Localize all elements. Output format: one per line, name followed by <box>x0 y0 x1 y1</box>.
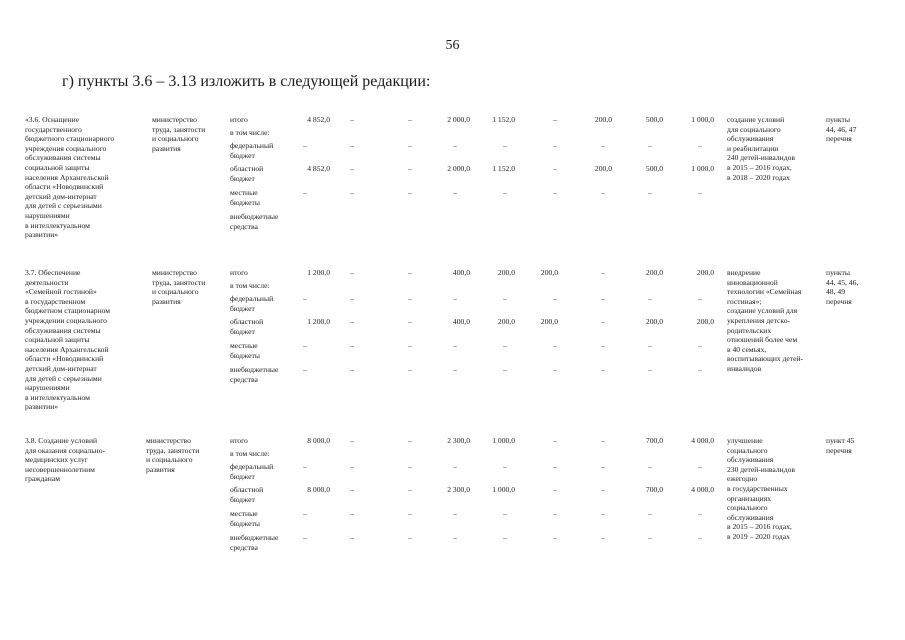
value-cell: 500,0 <box>645 115 663 124</box>
funding-source: внебюджетные средства <box>230 212 279 231</box>
value-cell: – <box>408 462 412 471</box>
value-cell: – <box>408 164 412 173</box>
value-cell: – <box>408 115 412 124</box>
value-cell: – <box>303 188 307 197</box>
value-cell: 200,0 <box>696 268 714 277</box>
value-cell: – <box>601 533 605 542</box>
funding-source: федеральный бюджет <box>230 462 274 481</box>
value-cell: – <box>698 509 702 518</box>
value-cell: – <box>303 365 307 374</box>
value-cell: – <box>648 462 652 471</box>
value-cell: – <box>698 365 702 374</box>
value-cell: 200,0 <box>497 317 515 326</box>
value-cell: – <box>553 533 557 542</box>
value-cell: – <box>601 141 605 150</box>
funding-source: местные бюджеты <box>230 341 260 360</box>
value-cell: – <box>453 141 457 150</box>
value-cell: – <box>601 317 605 326</box>
value-cell: 8 000,0 <box>307 436 330 445</box>
funding-source: итого <box>230 436 248 445</box>
funding-source: областной бюджет <box>230 164 264 183</box>
value-cell: – <box>303 141 307 150</box>
value-cell: – <box>350 164 354 173</box>
value-cell: 4 852,0 <box>307 164 330 173</box>
value-cell: – <box>303 294 307 303</box>
value-cell: – <box>698 188 702 197</box>
expected-result: улучшение социального обслуживания 230 детей-инвалидов ежегодно в государственных организациях социального обслуживания в 2015 – 2016 годах, в 2019 – 2020 годах <box>727 436 795 541</box>
value-cell: – <box>350 533 354 542</box>
value-cell: 4 000,0 <box>691 436 714 445</box>
value-cell: – <box>698 141 702 150</box>
value-cell: – <box>303 509 307 518</box>
value-cell: – <box>553 341 557 350</box>
value-cell: 200,0 <box>540 317 558 326</box>
value-cell: – <box>453 533 457 542</box>
value-cell: 1 000,0 <box>492 436 515 445</box>
value-cell: – <box>553 485 557 494</box>
value-cell: – <box>698 533 702 542</box>
value-cell: – <box>408 341 412 350</box>
value-cell: – <box>408 365 412 374</box>
value-cell: 200,0 <box>594 115 612 124</box>
value-cell: – <box>503 188 507 197</box>
value-cell: – <box>303 341 307 350</box>
value-cell: – <box>350 268 354 277</box>
measure-description: «3.6. Оснащение государственного бюджетного стационарного учреждения социального обслуживания системы социальной защиты населения Архангельской области «Новодвинский детский дом-интернат для детей с серьезными нарушениями в интеллектуальном развитии» <box>25 115 115 240</box>
value-cell: – <box>553 294 557 303</box>
funding-source: областной бюджет <box>230 485 264 504</box>
list-reference: пункт 45 перечня <box>826 436 855 455</box>
value-cell: 1 200,0 <box>307 268 330 277</box>
section-heading: г) пункты 3.6 – 3.13 изложить в следующей редакции: <box>62 73 431 90</box>
funding-source: местные бюджеты <box>230 509 260 528</box>
value-cell: 200,0 <box>540 268 558 277</box>
value-cell: – <box>303 462 307 471</box>
executor-cell: министерство труда, занятости и социального развития <box>152 268 206 306</box>
funding-source: внебюджетные средства <box>230 533 279 552</box>
funding-source: в том числе: <box>230 128 270 137</box>
value-cell: 2 300,0 <box>447 436 470 445</box>
value-cell: – <box>350 436 354 445</box>
value-cell: – <box>350 294 354 303</box>
value-cell: – <box>453 462 457 471</box>
value-cell: – <box>453 341 457 350</box>
value-cell: – <box>408 436 412 445</box>
value-cell: 8 000,0 <box>307 485 330 494</box>
value-cell: 4 000,0 <box>691 485 714 494</box>
value-cell: – <box>503 341 507 350</box>
value-cell: – <box>350 365 354 374</box>
value-cell: 2 300,0 <box>447 485 470 494</box>
value-cell: – <box>601 365 605 374</box>
value-cell: – <box>408 188 412 197</box>
value-cell: – <box>408 294 412 303</box>
funding-source: областной бюджет <box>230 317 264 336</box>
value-cell: – <box>503 509 507 518</box>
value-cell: – <box>503 533 507 542</box>
value-cell: – <box>553 509 557 518</box>
value-cell: 1 000,0 <box>691 164 714 173</box>
value-cell: 700,0 <box>645 485 663 494</box>
value-cell: 2 000,0 <box>447 164 470 173</box>
value-cell: – <box>698 341 702 350</box>
value-cell: – <box>601 188 605 197</box>
value-cell: 4 852,0 <box>307 115 330 124</box>
value-cell: – <box>553 462 557 471</box>
value-cell: – <box>408 509 412 518</box>
list-reference: пункты 44, 46, 47 перечня <box>826 115 857 144</box>
value-cell: – <box>453 509 457 518</box>
expected-result: создание условий для социального обслуживания и реабилитации 240 детей-инвалидов в 2015 – 2016 годах, в 2018 – 2020 годах <box>727 115 795 182</box>
value-cell: – <box>601 436 605 445</box>
value-cell: – <box>648 141 652 150</box>
measure-description: 3.8. Создание условий для оказания социально- медицинских услуг несовершеннолетним гражданам <box>25 436 106 484</box>
value-cell: 1 000,0 <box>492 485 515 494</box>
page-number: 56 <box>445 38 460 53</box>
value-cell: – <box>503 141 507 150</box>
value-cell: – <box>553 188 557 197</box>
value-cell: – <box>408 533 412 542</box>
measure-description: 3.7. Обеспечение деятельности «Семейной гостиной» в государственном бюджетном стационарном учреждении социального обслуживания системы социальной защиты населения Архангельской области «Новодвинский детский дом-интернат для детей с серьезными нарушениями в интеллектуальном развитии» <box>25 268 111 412</box>
value-cell: – <box>698 462 702 471</box>
value-cell: – <box>648 365 652 374</box>
value-cell: – <box>698 294 702 303</box>
value-cell: 700,0 <box>645 436 663 445</box>
value-cell: – <box>350 141 354 150</box>
value-cell: – <box>648 188 652 197</box>
value-cell: – <box>553 164 557 173</box>
value-cell: – <box>601 294 605 303</box>
funding-source: федеральный бюджет <box>230 294 274 313</box>
funding-source: итого <box>230 268 248 277</box>
value-cell: – <box>601 509 605 518</box>
funding-source: местные бюджеты <box>230 188 260 207</box>
value-cell: – <box>648 294 652 303</box>
value-cell: 400,0 <box>452 317 470 326</box>
value-cell: – <box>303 533 307 542</box>
value-cell: 1 000,0 <box>691 115 714 124</box>
value-cell: – <box>453 294 457 303</box>
value-cell: – <box>408 268 412 277</box>
value-cell: – <box>453 188 457 197</box>
value-cell: – <box>350 317 354 326</box>
funding-source: в том числе: <box>230 281 270 290</box>
value-cell: 2 000,0 <box>447 115 470 124</box>
value-cell: – <box>408 317 412 326</box>
value-cell: 200,0 <box>645 268 663 277</box>
funding-source: в том числе: <box>230 449 270 458</box>
value-cell: – <box>453 365 457 374</box>
value-cell: – <box>408 485 412 494</box>
value-cell: 200,0 <box>594 164 612 173</box>
list-reference: пункты 44, 45, 46, 48, 49 перечня <box>826 268 859 306</box>
funding-source: федеральный бюджет <box>230 141 274 160</box>
funding-source: внебюджетные средства <box>230 365 279 384</box>
value-cell: 1 152,0 <box>492 115 515 124</box>
value-cell: – <box>503 462 507 471</box>
value-cell: – <box>553 141 557 150</box>
value-cell: – <box>648 533 652 542</box>
value-cell: – <box>553 115 557 124</box>
value-cell: 200,0 <box>645 317 663 326</box>
value-cell: – <box>601 341 605 350</box>
value-cell: – <box>648 341 652 350</box>
value-cell: 200,0 <box>497 268 515 277</box>
value-cell: 400,0 <box>452 268 470 277</box>
value-cell: – <box>350 188 354 197</box>
value-cell: – <box>553 365 557 374</box>
value-cell: – <box>408 141 412 150</box>
value-cell: – <box>350 341 354 350</box>
value-cell: – <box>553 436 557 445</box>
value-cell: – <box>648 509 652 518</box>
executor-cell: министерство труда, занятости и социального развития <box>152 115 206 153</box>
value-cell: – <box>601 462 605 471</box>
value-cell: – <box>350 462 354 471</box>
expected-result: внедрение инновационной технологии «Семейная гостиная»; создание условий для укрепления детско- родительских отношений более чем в 40 семьях, воспитывающих детей- инвалидов <box>727 268 804 373</box>
value-cell: 500,0 <box>645 164 663 173</box>
funding-source: итого <box>230 115 248 124</box>
value-cell: 1 200,0 <box>307 317 330 326</box>
value-cell: – <box>601 268 605 277</box>
value-cell: 200,0 <box>696 317 714 326</box>
value-cell: – <box>350 485 354 494</box>
value-cell: – <box>503 294 507 303</box>
value-cell: – <box>503 365 507 374</box>
value-cell: – <box>601 485 605 494</box>
value-cell: – <box>350 509 354 518</box>
executor-cell: министерство труда, занятости и социального развития <box>146 436 200 474</box>
value-cell: – <box>350 115 354 124</box>
value-cell: 1 152,0 <box>492 164 515 173</box>
